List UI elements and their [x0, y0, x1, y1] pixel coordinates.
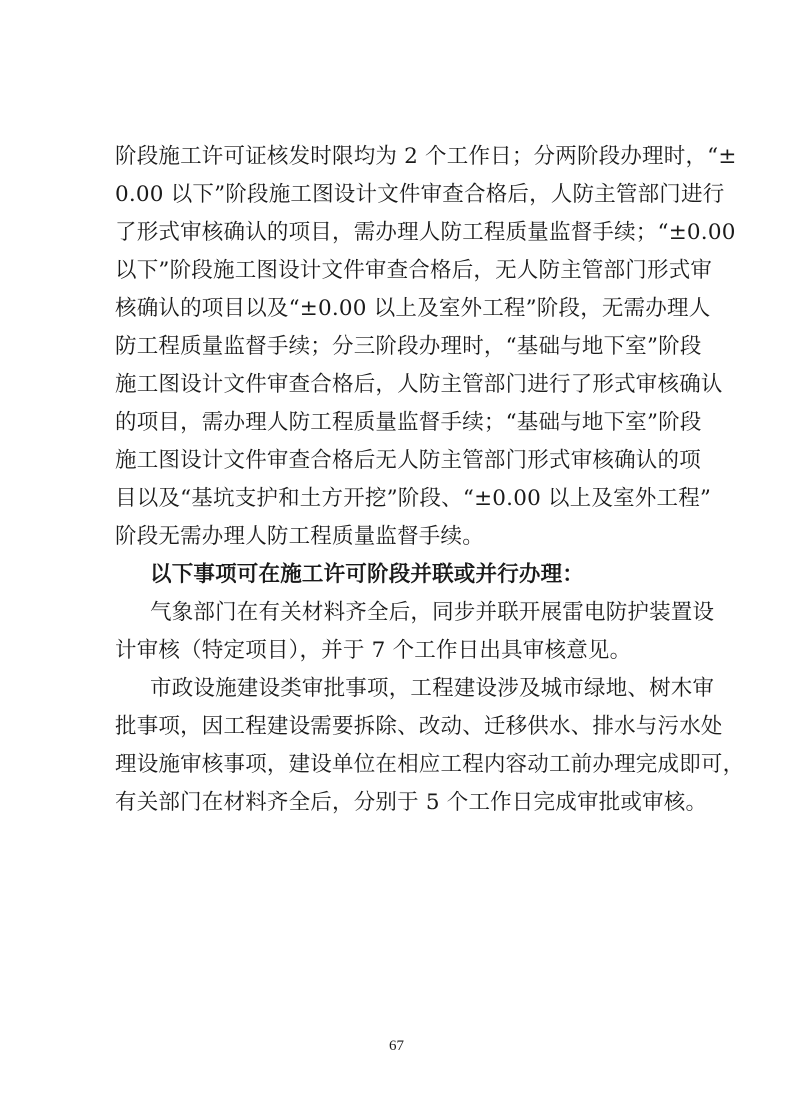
- paragraph-1-line-6: 防工程质量监督手续；分三阶段办理时，“基础与地下室”阶段: [115, 334, 702, 359]
- paragraph-3-line-4: 有关部门在材料齐全后，分别于 5 个工作日完成审批或审核。: [115, 790, 708, 815]
- paragraph-1-line-8: 的项目，需办理人防工程质量监督手续；“基础与地下室”阶段: [115, 410, 702, 435]
- paragraph-2-line-2: 计审核（特定项目），并于 7 个工作日出具审核意见。: [115, 638, 632, 663]
- paragraph-3-line-3: 理设施审核事项，建设单位在相应工程内容动工前办理完成即可，: [115, 752, 745, 777]
- paragraph-1-line-7: 施工图设计文件审查合格后，人防主管部门进行了形式审核确认: [115, 372, 723, 397]
- paragraph-1-line-5: 核确认的项目以及“±0.00 以上及室外工程”阶段，无需办理人: [115, 296, 711, 321]
- page-number: 67: [389, 1038, 404, 1054]
- paragraph-1-line-3: 了形式审核确认的项目，需办理人防工程质量监督手续；“±0.00: [115, 220, 736, 245]
- paragraph-1-line-1: 阶段施工许可证核发时限均为 2 个工作日；分两阶段办理时，“±: [115, 144, 737, 169]
- paragraph-1-line-10: 目以及“基坑支护和土方开挖”阶段、“±0.00 以上及室外工程”: [115, 486, 712, 511]
- paragraph-1-line-2: 0.00 以下”阶段施工图设计文件审查合格后，人防主管部门进行: [115, 182, 725, 207]
- paragraph-1-line-11: 阶段无需办理人防工程质量监督手续。: [115, 524, 484, 549]
- paragraph-2-line-1: 气象部门在有关材料齐全后，同步并联开展雷电防护装置设: [150, 600, 715, 625]
- paragraph-3-line-1: 市政设施建设类审批事项，工程建设涉及城市绿地、树木审: [150, 676, 715, 701]
- section-heading: 以下事项可在施工许可阶段并联或并行办理：: [150, 562, 585, 587]
- paragraph-3-line-2: 批事项，因工程建设需要拆除、改动、迁移供水、排水与污水处: [115, 714, 723, 739]
- paragraph-1-line-9: 施工图设计文件审查合格后无人防主管部门形式审核确认的项: [115, 448, 701, 473]
- paragraph-1-line-4: 以下”阶段施工图设计文件审查合格后，无人防主管部门形式审: [115, 258, 713, 283]
